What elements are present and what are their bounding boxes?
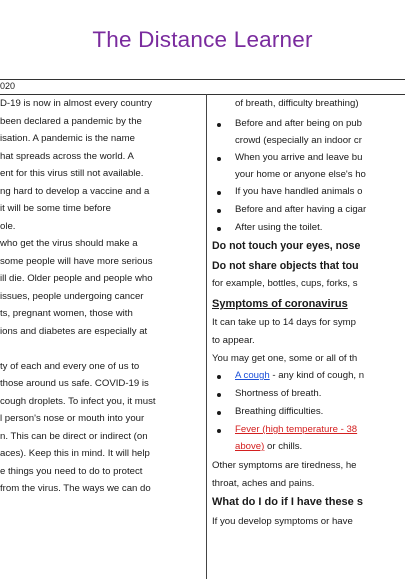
text-line: ent for this virus still not available. bbox=[0, 168, 144, 179]
text-line: n. This can be direct or indirect (on bbox=[0, 430, 148, 442]
text-line: of breath, difficulty breathing) bbox=[235, 98, 359, 109]
text-line: throat, aches and pains. bbox=[212, 478, 315, 489]
text-line: You may get one, some or all of th bbox=[212, 353, 358, 364]
bullet-icon bbox=[217, 411, 221, 415]
text-line: been declared a pandemic by the bbox=[0, 115, 142, 127]
text-line: those around us safe. COVID-19 is bbox=[0, 378, 149, 389]
text-line: ng hard to develop a vaccine and a bbox=[0, 185, 150, 197]
bullet-text: or chills. bbox=[264, 441, 303, 452]
bullet-icon bbox=[217, 123, 221, 127]
bullet-item bbox=[235, 439, 302, 455]
text-line: ions and diabetes are especially at bbox=[0, 325, 148, 337]
text-line: e things you need to do to protect bbox=[0, 465, 143, 477]
bullet-item: Before and after having a cigar bbox=[235, 204, 367, 215]
text-line: Other symptoms are tiredness, he bbox=[212, 460, 357, 471]
right-column bbox=[207, 94, 405, 579]
page-title: The Distance Learner bbox=[92, 27, 313, 52]
advice-heading: Do not share objects that tou bbox=[212, 260, 359, 272]
bullet-icon bbox=[217, 157, 221, 161]
text-line: D-19 is now in almost every country bbox=[0, 98, 152, 109]
text-line: from the virus. The ways we can do bbox=[0, 483, 151, 494]
bullet-icon bbox=[217, 227, 221, 231]
date-text: 020 bbox=[0, 81, 16, 91]
fever-link-end[interactable]: above) bbox=[235, 441, 265, 452]
text-line: ts, pregnant women, those with bbox=[0, 308, 133, 319]
bullet-item: Before and after being on pub bbox=[235, 118, 362, 129]
bullet-icon bbox=[217, 375, 221, 379]
bullet-item: After using the toilet. bbox=[235, 222, 323, 233]
bullet-text: - any kind of cough, n bbox=[269, 370, 365, 381]
section-heading-what-to-do: What do I do if I have these s bbox=[212, 496, 363, 508]
text-line: issues, people undergoing cancer bbox=[0, 290, 144, 302]
text-line: It can take up to 14 days for symp bbox=[212, 317, 356, 328]
left-column bbox=[0, 94, 206, 579]
fever-link[interactable]: Fever (high temperature - 38 bbox=[235, 424, 358, 435]
section-heading-symptoms: Symptoms of coronavirus bbox=[212, 298, 348, 310]
bullet-icon bbox=[217, 393, 221, 397]
bullet-icon bbox=[217, 209, 221, 213]
text-line: l person's nose or mouth into your bbox=[0, 413, 145, 424]
text-line: hat spreads across the world. A bbox=[0, 150, 134, 162]
text-line: isation. A pandemic is the name bbox=[0, 133, 135, 144]
text-line: who get the virus should make a bbox=[0, 238, 138, 249]
newsletter-banner bbox=[0, 0, 405, 70]
text-line: your home or anyone else's ho bbox=[235, 169, 366, 180]
bullet-item: When you arrive and leave bu bbox=[235, 152, 363, 163]
bullet-item: If you have handled animals o bbox=[235, 186, 363, 197]
text-line: it will be some time before bbox=[0, 203, 111, 214]
bullet-item: Shortness of breath. bbox=[235, 388, 322, 399]
bullet-icon bbox=[217, 191, 221, 195]
text-line: If you develop symptoms or have bbox=[212, 516, 353, 527]
text-line: some people will have more serious bbox=[0, 255, 153, 267]
text-line: ole. bbox=[0, 220, 16, 232]
text-line: to appear. bbox=[212, 335, 255, 346]
text-line: for example, bottles, cups, forks, s bbox=[212, 278, 358, 289]
text-line: ty of each and every one of us to bbox=[0, 360, 140, 372]
cough-link[interactable]: A cough bbox=[235, 370, 270, 381]
text-line: ill die. Older people and people who bbox=[0, 273, 153, 284]
bullet-icon bbox=[217, 429, 221, 433]
date-bar bbox=[0, 79, 405, 95]
text-line: crowd (especially an indoor cr bbox=[235, 135, 362, 146]
text-line: aces). Keep this in mind. It will help bbox=[0, 448, 150, 459]
advice-heading: Do not touch your eyes, nose bbox=[212, 240, 361, 252]
bullet-item bbox=[235, 368, 364, 384]
bullet-item: Breathing difficulties. bbox=[235, 406, 324, 417]
text-line: cough droplets. To infect you, it must bbox=[0, 395, 156, 407]
